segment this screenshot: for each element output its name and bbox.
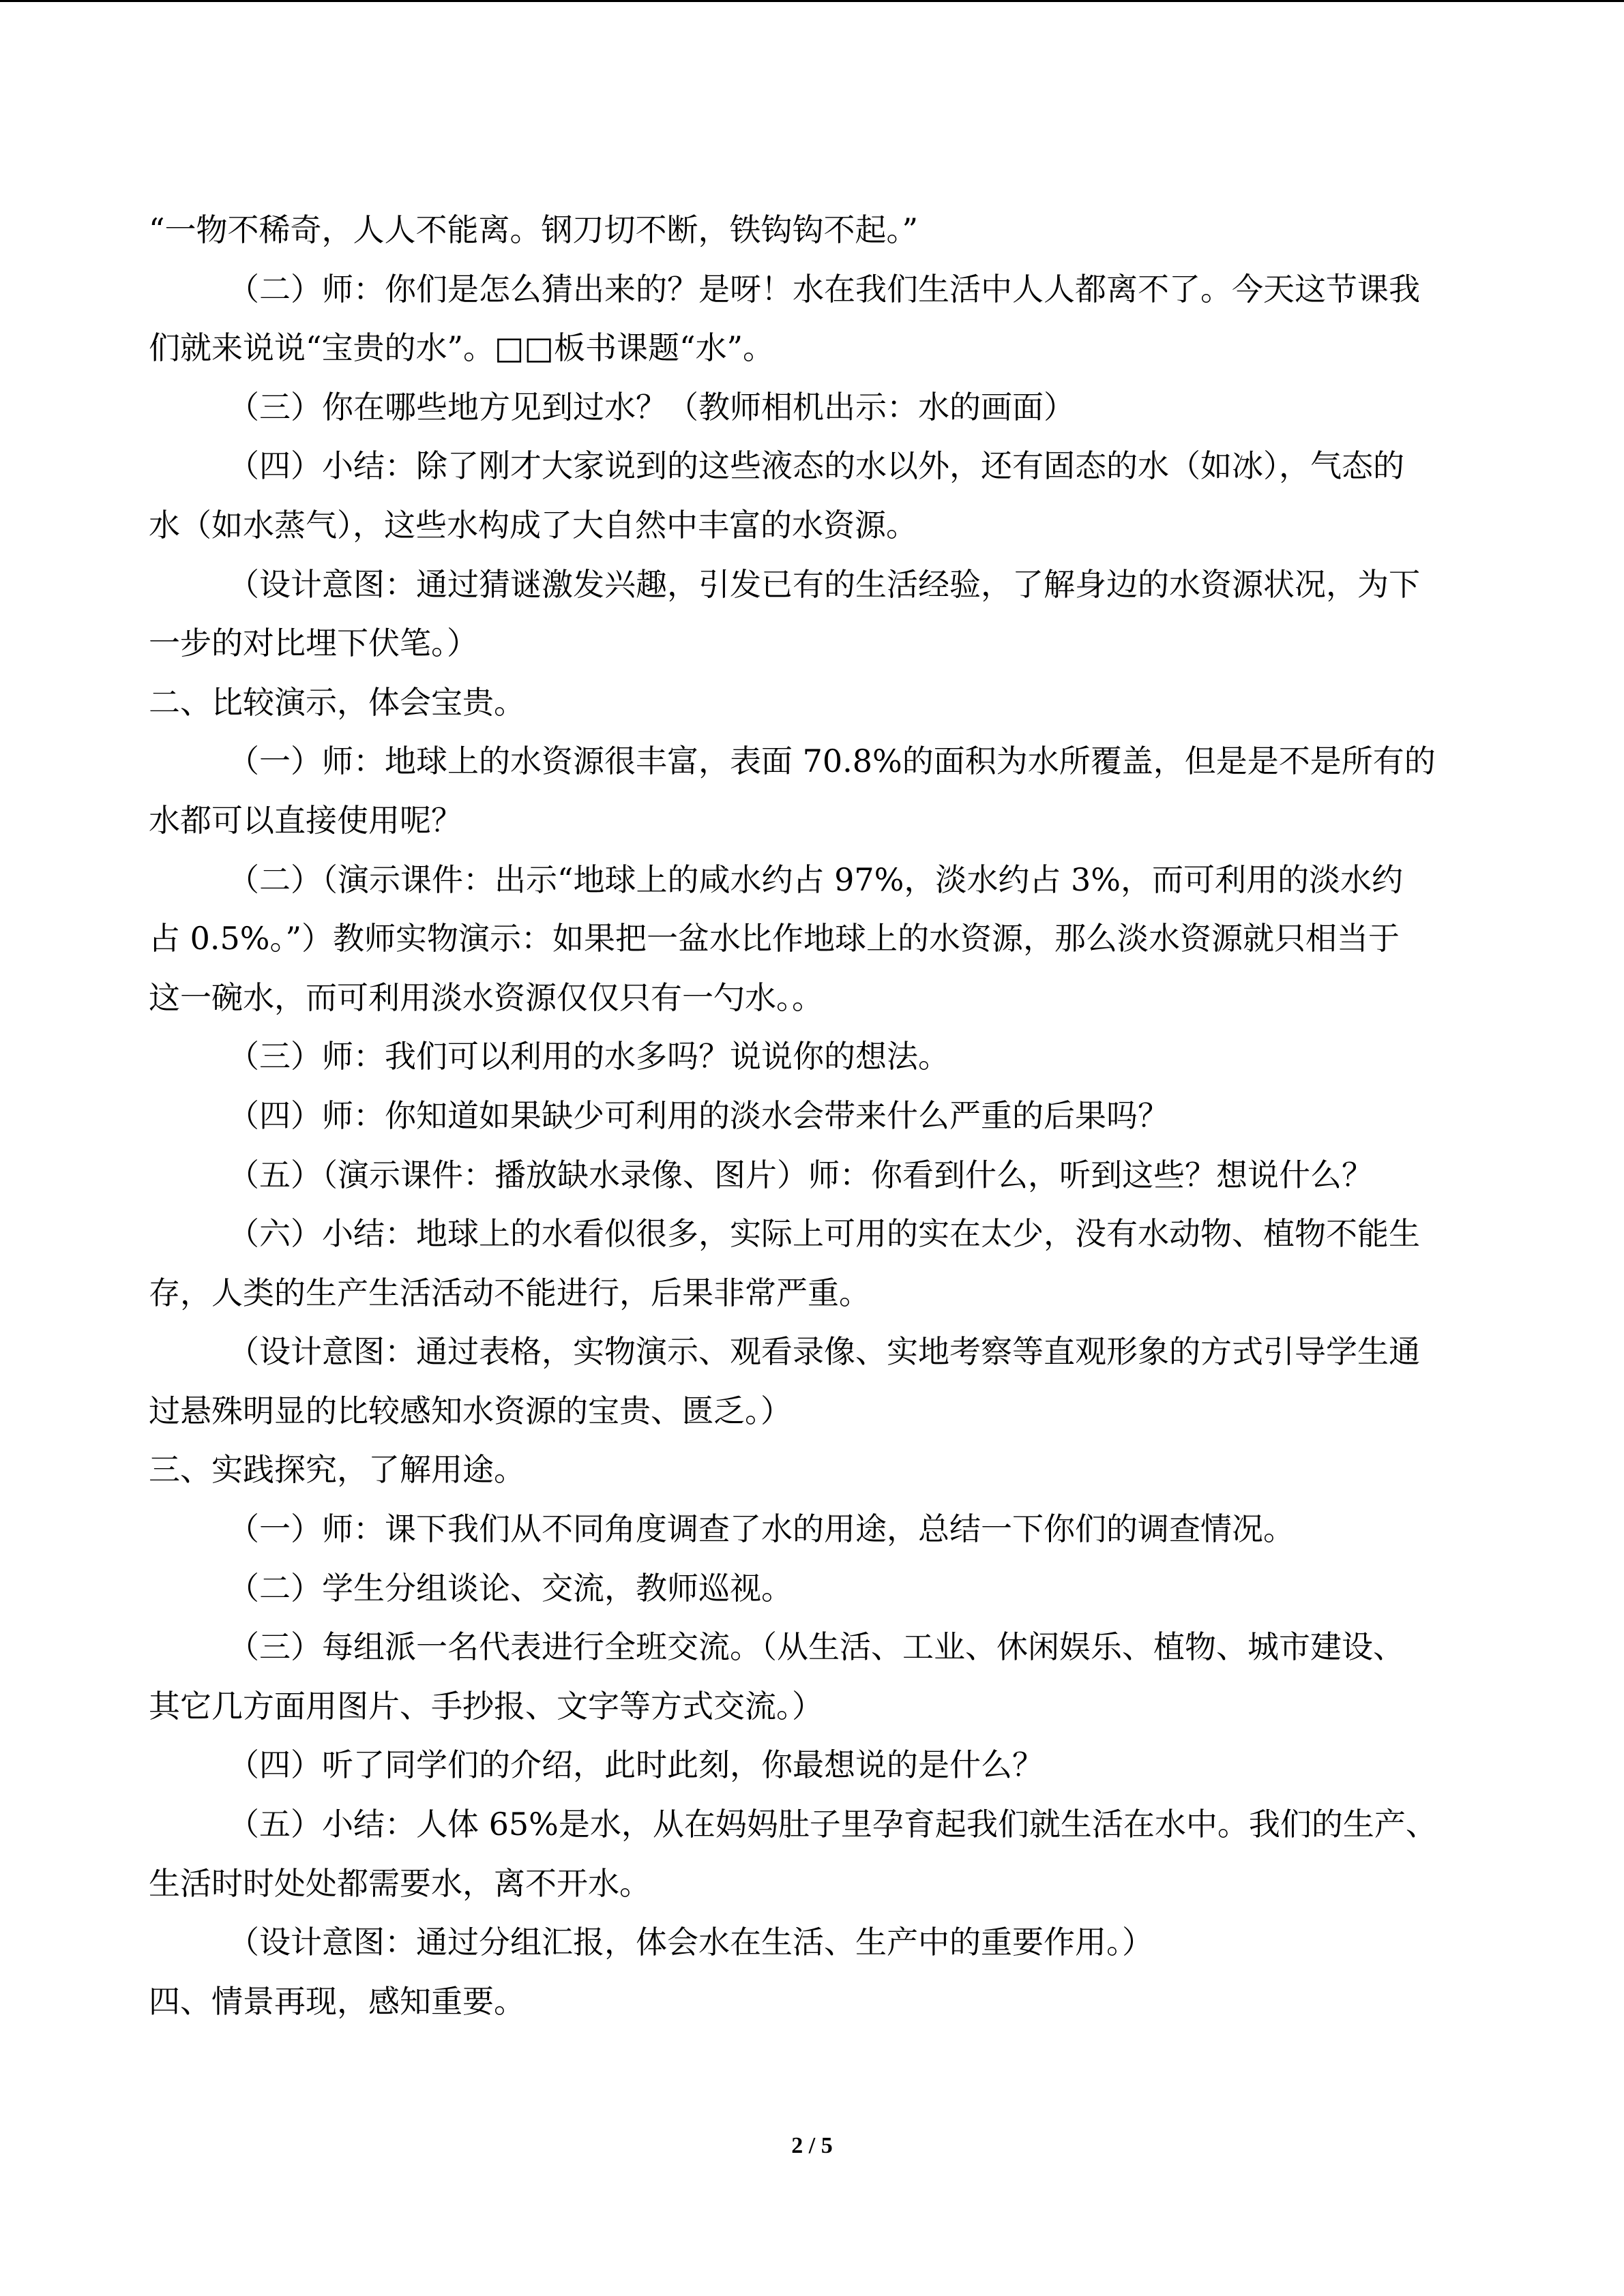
- paragraph-line: 存，人类的生产生活活动不能进行，后果非常严重。: [149, 1274, 870, 1311]
- paragraph-line-indented: （设计意图：通过分组汇报，体会水在生活、生产中的重要作用。）: [228, 1924, 1153, 1961]
- page-number: 2 / 5: [791, 2133, 833, 2158]
- paragraph-line: 们就来说说“宝贵的水”。□□板书课题“水”。: [149, 329, 774, 367]
- paragraph-line-indented: （三）师：我们可以利用的水多吗？说说你的想法。: [228, 1038, 949, 1075]
- paragraph-line-indented: （设计意图：通过猜谜激发兴趣，引发已有的生活经验，了解身边的水资源状况，为下: [228, 565, 1420, 603]
- paragraph-line: 一步的对比埋下伏笔。）: [149, 625, 478, 662]
- paragraph-line: 二、比较演示，体会宝贵。: [149, 683, 525, 721]
- paragraph-line: 这一碗水，而可利用淡水资源仅仅只有一勺水。。: [149, 979, 823, 1016]
- paragraph-line-indented: （一）师：地球上的水资源很丰富，表面 70.8%的面积为水所覆盖，但是是不是所有的: [228, 743, 1436, 780]
- paragraph-line-indented: （二）学生分组谈论、交流，教师巡视。: [228, 1569, 793, 1607]
- paragraph-line-indented: （二）（演示课件：出示“地球上的咸水约占 97%，淡水约占 3%，而可利用的淡水约: [228, 861, 1403, 898]
- paragraph-line: 三、实践探究，了解用途。: [149, 1451, 525, 1489]
- paragraph-line: 水（如水蒸气），这些水构成了大自然中丰富的水资源。: [149, 506, 917, 543]
- paragraph-line-indented: （二）师：你们是怎么猜出来的？是呀！水在我们生活中人人都离不了。今天这节课我: [228, 270, 1420, 308]
- top-border-line: [0, 0, 1624, 2]
- paragraph-line: 占 0.5%。”）教师实物演示：如果把一盆水比作地球上的水资源，那么淡水资源就只相当于: [149, 920, 1400, 957]
- paragraph-line: 其它几方面用图片、手抄报、文字等方式交流。）: [149, 1687, 823, 1725]
- paragraph-line: 过悬殊明显的比较感知水资源的宝贵、匮乏。）: [149, 1392, 792, 1429]
- paragraph-line-indented: （三）你在哪些地方见到过水？（教师相机出示：水的画面）: [228, 388, 1075, 426]
- document-body: [149, 200, 1471, 2031]
- paragraph-line-indented: （四）小结：除了刚才大家说到的这些液态的水以外，还有固态的水（如冰），气态的: [228, 447, 1404, 485]
- paragraph-line-indented: （三）每组派一名代表进行全班交流。（从生活、工业、休闲娱乐、植物、城市建设、: [228, 1628, 1404, 1666]
- paragraph-line-indented: （五）（演示课件：播放缺水录像、图片）师：你看到什么，听到这些？想说什么？: [228, 1156, 1373, 1193]
- paragraph-line-indented: （四）师：你知道如果缺少可利用的淡水会带来什么严重的后果吗？: [228, 1097, 1169, 1134]
- paragraph-line-indented: （一）师：课下我们从不同角度调查了水的用途，总结一下你们的调查情况。: [228, 1510, 1295, 1548]
- paragraph-line-indented: （六）小结：地球上的水看似很多，实际上可用的实在太少，没有水动物、植物不能生: [228, 1215, 1420, 1253]
- paragraph-line: “一物不稀奇，人人不能离。钢刀切不断，铁钩钩不起。”: [149, 211, 919, 248]
- paragraph-line-indented: （五）小结：人体 65%是水，从在妈妈肚子里孕育起我们就生活在水中。我们的生产、: [228, 1806, 1437, 1843]
- paragraph-line: 四、情景再现，感知重要。: [149, 1982, 525, 2020]
- paragraph-line-indented: （设计意图：通过表格，实物演示、观看录像、实地考察等直观形象的方式引导学生通: [228, 1333, 1420, 1371]
- paragraph-line-indented: （四）听了同学们的介绍，此时此刻，你最想说的是什么？: [228, 1746, 1044, 1784]
- paragraph-line: 生活时时处处都需要水，离不开水。: [149, 1864, 651, 1902]
- paragraph-line: 水都可以直接使用呢？: [149, 801, 462, 839]
